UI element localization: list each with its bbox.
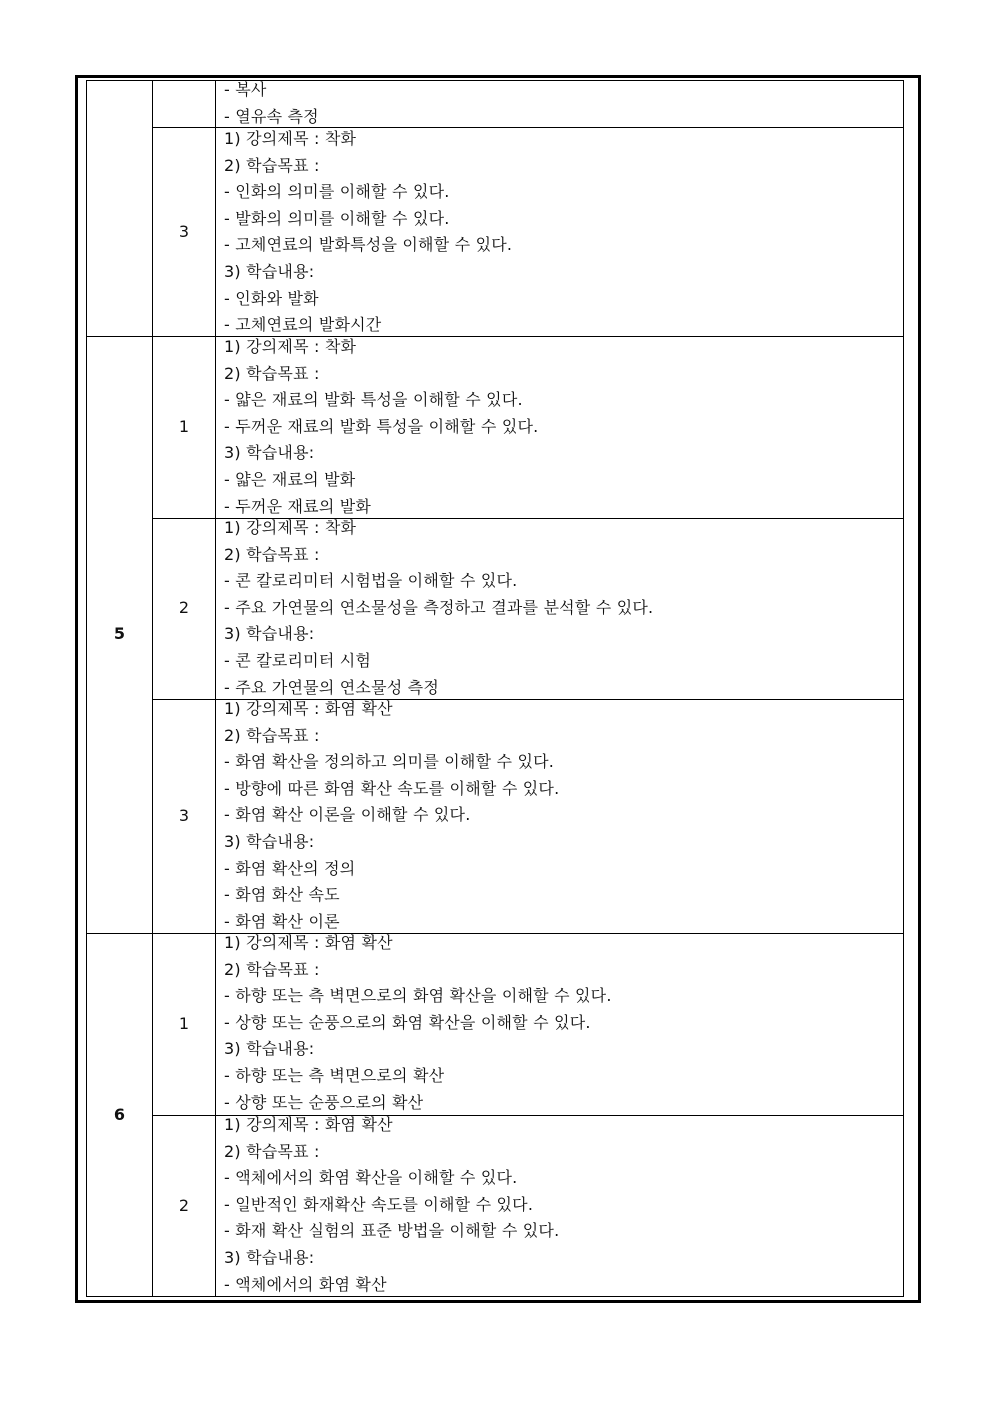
content-line: - 상향 또는 순풍으로의 확산 — [224, 1092, 424, 1112]
table-row — [224, 1115, 559, 1301]
content-line: 1) 강의제목 : 착화 — [224, 518, 357, 537]
content-line: 3) 학습내용: — [224, 831, 315, 851]
content-line: - 화염 확산 이론을 이해할 수 있다. — [224, 805, 471, 825]
content-line: - 두꺼운 재료의 발화 — [224, 496, 372, 516]
session-number: 1 — [178, 417, 190, 436]
content-line: - 얇은 재료의 발화 — [224, 469, 356, 489]
content-line: - 얇은 재료의 발화 특성을 이해할 수 있다. — [224, 390, 523, 410]
content-line: 2) 학습목표 : — [224, 1141, 320, 1161]
content-line: 3) 학습내용: — [224, 443, 315, 463]
content-line: - 하향 또는 측 벽면으로의 확산 — [224, 1065, 445, 1085]
content-line: - 화염 화산 속도 — [224, 885, 340, 905]
content-line: - 콘 칼로리미터 시험법을 이해할 수 있다. — [224, 571, 518, 591]
content-line: - 화염 확산의 정의 — [224, 858, 356, 878]
content-line: - 액체에서의 화염 확산을 이해할 수 있다. — [224, 1168, 518, 1188]
table-row — [224, 337, 538, 523]
week-number: 6 — [113, 1105, 126, 1124]
content-line: - 상향 또는 순풍으로의 화염 확산을 이해할 수 있다. — [224, 1012, 591, 1032]
content-line: 2) 학습목표 : — [224, 363, 320, 383]
session-number: 2 — [178, 1196, 190, 1215]
content-line: - 주요 가연물의 연소물성 측정 — [224, 677, 439, 697]
table-row — [224, 80, 319, 133]
content-line: - 화염 확산 이론 — [224, 911, 340, 931]
content-line: - 고체연료의 발화시간 — [224, 315, 382, 335]
session-number: 2 — [178, 598, 190, 617]
content-line: 3) 학습내용: — [224, 1247, 315, 1267]
session-number: 1 — [178, 1014, 190, 1033]
content-line: 1) 강의제목 : 화염 확산 — [224, 1115, 393, 1134]
table-row — [224, 933, 612, 1119]
content-line: - 고체연료의 발화특성을 이해할 수 있다. — [224, 235, 513, 255]
content-line: - 콘 칼로리미터 시험 — [224, 650, 372, 670]
content-line: - 인화의 의미를 이해할 수 있다. — [224, 182, 450, 202]
table-row — [224, 129, 512, 342]
content-line: - 화재 확산 실험의 표준 방법을 이해할 수 있다. — [224, 1221, 560, 1241]
content-line: 2) 학습목표 : — [224, 544, 320, 564]
content-line: 1) 강의제목 : 화염 확산 — [224, 933, 393, 952]
content-line: - 복사 — [224, 80, 267, 99]
content-line: - 화염 확산을 정의하고 의미를 이해할 수 있다. — [224, 752, 555, 772]
session-number: 3 — [178, 222, 190, 241]
content-line: - 열유속 측정 — [224, 106, 319, 126]
content-line: 1) 강의제목 : 착화 — [224, 337, 357, 356]
content-line: - 발화의 의미를 이해할 수 있다. — [224, 208, 450, 228]
content-line: 1) 강의제목 : 화염 확산 — [224, 699, 393, 718]
content-line: - 일반적인 화재확산 속도를 이해할 수 있다. — [224, 1194, 534, 1214]
week-number: 5 — [113, 624, 126, 643]
content-line: 1) 강의제목 : 착화 — [224, 129, 357, 148]
table-row — [224, 518, 653, 704]
content-line: - 주요 가연물의 연소물성을 측정하고 결과를 분석할 수 있다. — [224, 597, 654, 617]
content-line: - 인화와 발화 — [224, 288, 319, 308]
content-line: 2) 학습목표 : — [224, 725, 320, 745]
content-line: 3) 학습내용: — [224, 261, 315, 281]
table-row — [224, 699, 559, 938]
content-line: - 방향에 따른 화염 확산 속도를 이해할 수 있다. — [224, 778, 560, 798]
content-line: 2) 학습목표 : — [224, 155, 320, 175]
content-line: 2) 학습목표 : — [224, 959, 320, 979]
content-line: - 액체에서의 화염 확산 — [224, 1274, 387, 1294]
session-number: 3 — [178, 806, 190, 825]
content-line: - 하향 또는 측 벽면으로의 화염 확산을 이해할 수 있다. — [224, 986, 612, 1006]
content-line: 3) 학습내용: — [224, 624, 315, 644]
content-line: - 두꺼운 재료의 발화 특성을 이해할 수 있다. — [224, 416, 539, 436]
content-line: 3) 학습내용: — [224, 1039, 315, 1059]
